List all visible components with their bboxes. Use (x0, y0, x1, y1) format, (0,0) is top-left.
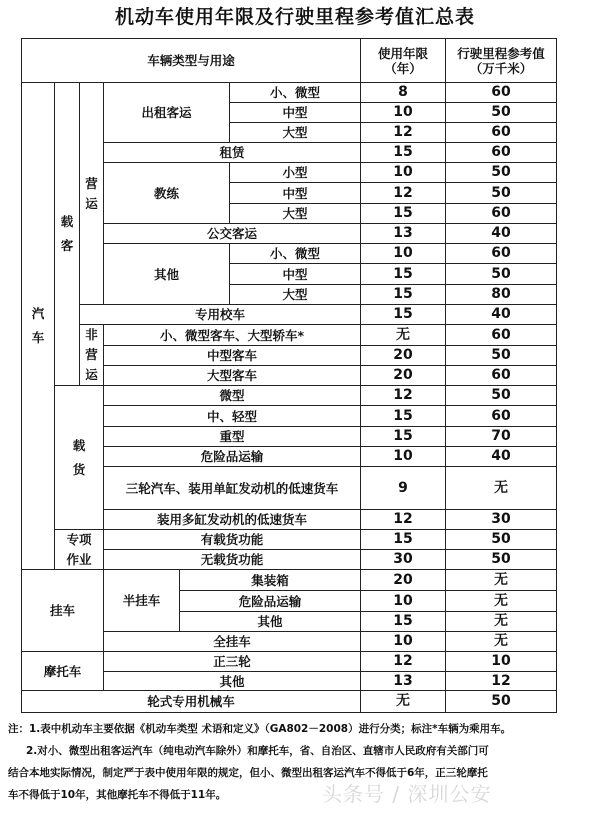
row-km: 50 (445, 182, 557, 204)
row-km: 60 (445, 243, 557, 264)
row-name: 大型 (229, 122, 361, 143)
row-years: 15 (360, 304, 446, 325)
group-guache: 挂车 (21, 569, 104, 652)
subgroup-chuzu: 出租客运 (103, 82, 230, 143)
row-km: 无 (445, 569, 557, 591)
row-name: 小、微型 (229, 243, 361, 264)
row-km: 50 (445, 162, 557, 183)
row-name: 轮式专用机械车 (21, 690, 361, 713)
row-name: 有载货功能 (103, 529, 361, 550)
group-yingyun: 营运 (79, 82, 104, 305)
row-name: 其他 (179, 611, 361, 632)
row-km: 无 (445, 631, 557, 652)
row-km: 80 (445, 284, 557, 305)
row-km: 50 (445, 690, 557, 713)
row-name: 中型 (229, 182, 361, 204)
subgroup-qita: 其他 (103, 243, 230, 305)
row-km: 无 (445, 590, 557, 612)
row-name: 危险品运输 (179, 590, 361, 612)
row-name: 微型 (103, 385, 361, 406)
row-name: 重型 (103, 426, 361, 447)
row-years: 30 (360, 549, 446, 570)
row-km: 50 (445, 102, 557, 123)
row-km: 50 (445, 263, 557, 285)
group-zhuanxiang: 专项作业 (54, 529, 104, 570)
row-km: 40 (445, 223, 557, 244)
row-name: 大型客车 (103, 365, 361, 386)
row-years: 10 (360, 446, 446, 467)
row-km: 70 (445, 426, 557, 447)
row-km: 50 (445, 529, 557, 550)
row-name: 三轮汽车、装用单缸发动机的低速货车 (103, 466, 361, 510)
row-years: 12 (360, 182, 446, 204)
row-name: 租赁 (103, 142, 361, 163)
group-zaike: 载客 (54, 82, 80, 386)
row-name: 无载货功能 (103, 549, 361, 570)
header-km: 行驶里程参考值（万千米） (445, 38, 557, 83)
row-years: 15 (360, 142, 446, 163)
group-qiche: 汽车 (21, 82, 55, 570)
row-km: 50 (445, 549, 557, 570)
row-name: 小、微型 (229, 82, 361, 103)
row-name: 全挂车 (103, 631, 361, 652)
row-km: 60 (445, 122, 557, 143)
page-title: 机动车使用年限及行驶里程参考值汇总表 (114, 6, 475, 28)
group-zaihuo: 载货 (54, 385, 104, 530)
row-km: 50 (445, 345, 557, 366)
note-line: 车不得低于10年，其他摩托车不得低于11年。 (8, 789, 227, 801)
row-km: 50 (445, 385, 557, 406)
row-km: 40 (445, 304, 557, 325)
row-name: 小、微型客车、大型轿车* (103, 324, 361, 346)
row-km: 60 (445, 324, 557, 346)
row-name: 中、轻型 (103, 405, 361, 427)
row-km: 60 (445, 405, 557, 427)
header-years: 使用年限（年） (360, 38, 446, 83)
row-km: 60 (445, 365, 557, 386)
row-name: 危险品运输 (103, 446, 361, 467)
row-name: 小型 (229, 162, 361, 183)
row-km: 无 (445, 611, 557, 632)
row-km: 60 (445, 82, 557, 103)
row-years: 20 (360, 365, 446, 386)
note-line: 结合本地实际情况，制定严于表中使用年限的规定，但小、微型出租客运汽车不得低于6年，正三轮摩托 (8, 767, 488, 779)
row-name: 装用多缸发动机的低速货车 (103, 509, 361, 530)
row-km: 40 (445, 446, 557, 467)
group-motuoche: 摩托车 (21, 651, 104, 691)
row-km: 60 (445, 203, 557, 224)
row-name: 公交客运 (103, 223, 361, 244)
row-years: 15 (360, 426, 446, 447)
row-name: 中型客车 (103, 345, 361, 366)
row-years: 无 (360, 690, 446, 713)
group-feiyingyun: 非营运 (79, 324, 104, 386)
row-years: 12 (360, 651, 446, 672)
subgroup-jiaolian: 教练 (103, 162, 230, 224)
row-years: 12 (360, 122, 446, 143)
table-notes (8, 718, 582, 806)
row-years: 15 (360, 284, 446, 305)
row-years: 10 (360, 590, 446, 612)
row-km: 无 (445, 466, 557, 510)
row-years: 10 (360, 102, 446, 123)
row-name: 大型 (229, 284, 361, 305)
row-years: 12 (360, 509, 446, 530)
row-name: 正三轮 (103, 651, 361, 672)
row-years: 15 (360, 611, 446, 632)
row-years: 20 (360, 569, 446, 591)
row-years: 10 (360, 162, 446, 183)
row-years: 13 (360, 671, 446, 691)
note-line: 注：1.表中机动车主要依据《机动车类型 术语和定义》（GA802－2008）进行分类；标注*车辆为乘用车。 (8, 723, 512, 735)
row-years: 15 (360, 263, 446, 285)
row-years: 15 (360, 529, 446, 550)
row-km: 12 (445, 671, 557, 691)
row-name: 专用校车 (79, 304, 361, 325)
row-years: 8 (360, 82, 446, 103)
row-years: 9 (360, 466, 446, 510)
row-years: 无 (360, 324, 446, 346)
row-years: 15 (360, 203, 446, 224)
row-years: 15 (360, 405, 446, 427)
row-years: 10 (360, 631, 446, 652)
row-name: 中型 (229, 263, 361, 285)
watermark: 头条号 / 深圳公安 (322, 782, 492, 806)
note-line: 2.对小、微型出租客运汽车（纯电动汽车除外）和摩托车，省、自治区、直辖市人民政府有关部门可 (26, 745, 489, 757)
row-years: 13 (360, 223, 446, 244)
subgroup-banguache: 半挂车 (103, 569, 180, 632)
row-name: 中型 (229, 102, 361, 123)
row-name: 其他 (103, 671, 361, 691)
row-name: 集装箱 (179, 569, 361, 591)
row-km: 60 (445, 142, 557, 163)
row-years: 12 (360, 385, 446, 406)
row-years: 10 (360, 243, 446, 264)
row-km: 30 (445, 509, 557, 530)
header-vehicle-type: 车辆类型与用途 (21, 38, 361, 83)
row-km: 10 (445, 651, 557, 672)
row-years: 20 (360, 345, 446, 366)
row-name: 大型 (229, 203, 361, 224)
